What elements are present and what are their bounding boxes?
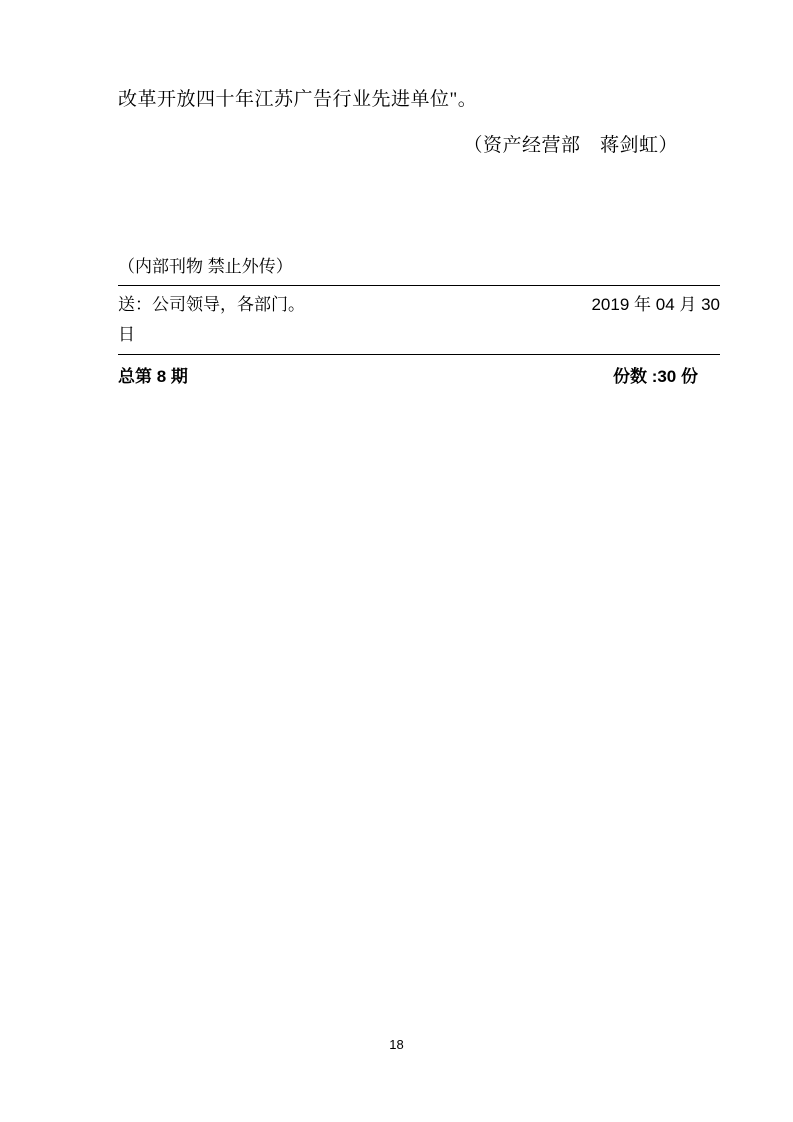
- issue-label: 总第 8 期: [118, 367, 188, 386]
- confidential-note: （内部刊物 禁止外传）: [118, 257, 293, 276]
- page-number: 18: [389, 1037, 404, 1052]
- footer-date: 2019 年 04 月 30: [591, 295, 720, 314]
- footer-block: [118, 253, 720, 396]
- body-paragraph-line: 改革开放四十年江苏广告行业先进单位"。: [118, 89, 478, 110]
- body-signature: （资产经营部 蒋剑虹）: [463, 135, 678, 156]
- footer-date-wrap: 日: [118, 325, 135, 344]
- footer-distribution-row: [118, 286, 720, 354]
- copies-label: 份数 :30 份: [612, 367, 698, 386]
- footer-issue-row: [118, 355, 720, 396]
- distribution-label: 送：公司领导，各部门。: [118, 295, 305, 314]
